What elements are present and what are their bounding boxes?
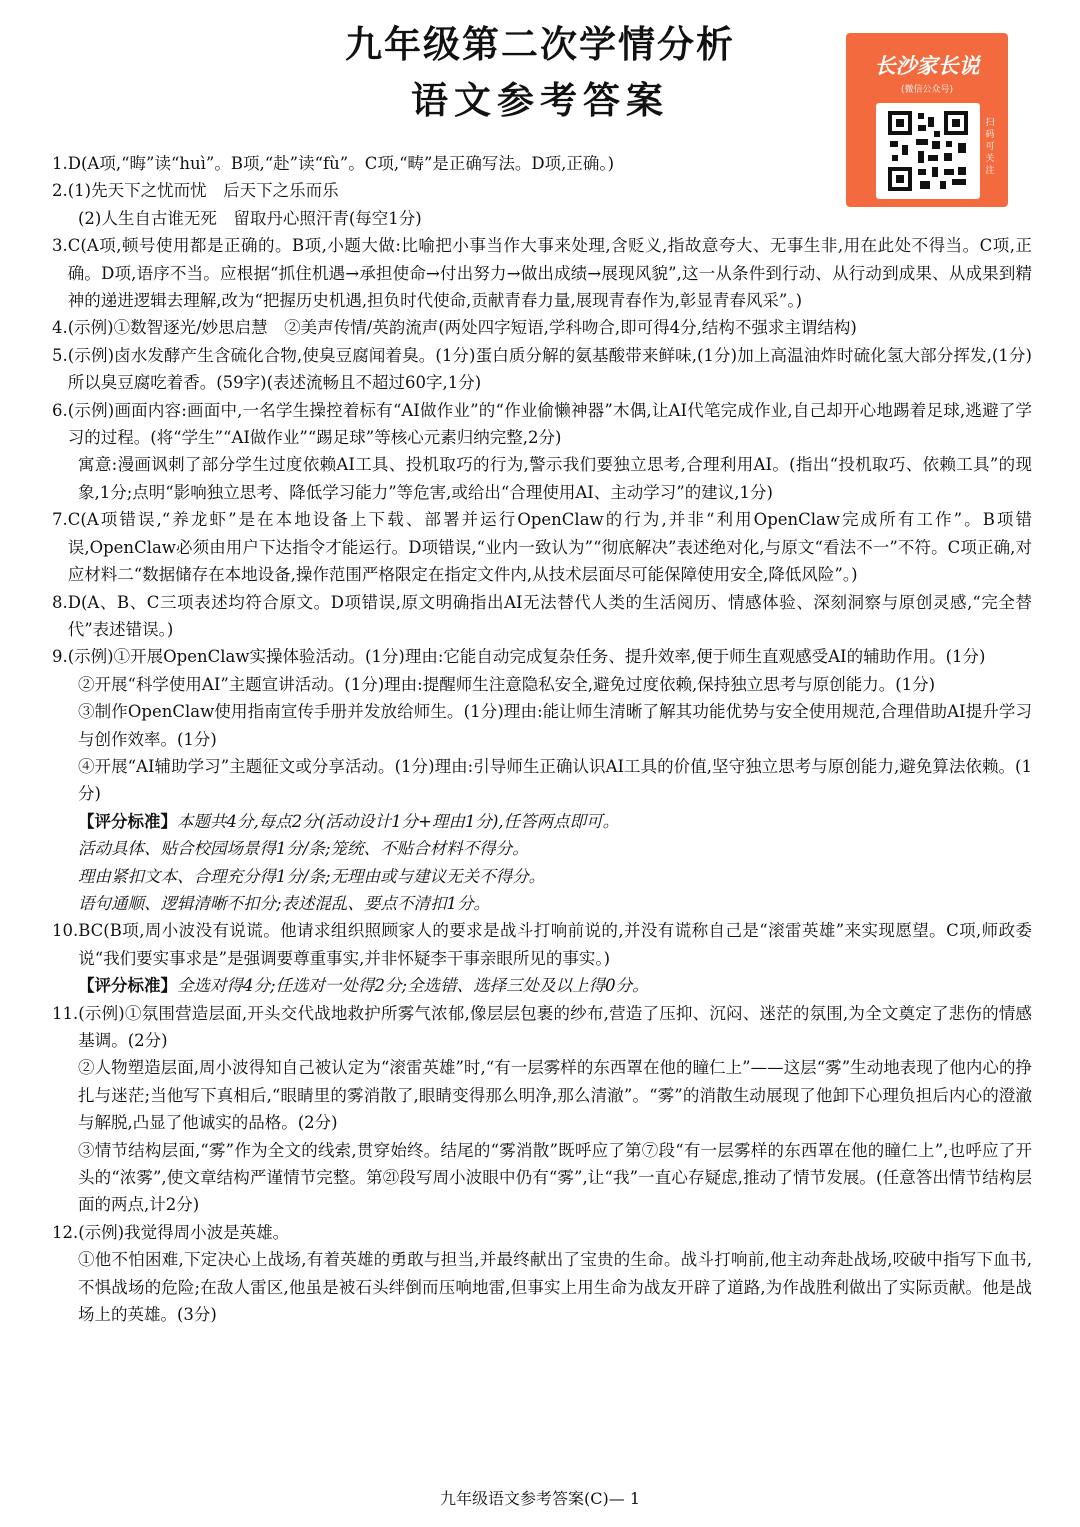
scoring-criteria-label: 【评分标准】: [78, 811, 177, 831]
answer-text: (示例)我觉得周小波是英雄。: [78, 1222, 290, 1242]
answer-number: 6.: [52, 400, 68, 420]
answer-number: 9.: [52, 647, 68, 667]
page-footer: 九年级语文参考答案(C)— 1: [440, 1489, 640, 1508]
scoring-criteria-line: [52, 890, 1032, 917]
answer-item: [52, 506, 1032, 588]
answer-subpoint: ②开展“科学使用AI”主题宣讲活动。(1分)理由:提醒师生注意隐私安全,避免过度依赖,保持独立思考与原创能力。(1分): [78, 674, 936, 694]
answer-item: [52, 342, 1032, 397]
answer-text: C(A项,顿号使用都是正确的。B项,小题大做:比喻把小事当作大事来处理,含贬义,指故意夸大、无事生非,用在此处不得当。C项,正确。D项,语序不当。应根据“抓住机遇→承担使命→付出努力→做出成绩→展现风貌”,这一从条件到行动、从行动到成果、从成果到精神的递进逻辑去理解,改为“把握历史机遇,担负时代使命,贡献青春力量,展现青春作为,彰显青春风采”。): [67, 236, 1032, 311]
answer-item: [52, 917, 1032, 972]
answer-subpoint: ④开展“AI辅助学习”主题征文或分享活动。(1分)理由:引导师生正确认识AI工具的价值,坚守独立思考与原创能力,避免算法依赖。(1分): [78, 756, 1032, 804]
answer-text: (示例)画面内容:画面中,一名学生操控着标有“AI做作业”的“作业偷懒神器”木偶,让AI代笔完成作业,自己却开心地踢着足球,逃避了学习的过程。(将“学生”“AI做作业”“踢足球”等核心元素归纳完整,2分): [67, 400, 1032, 448]
answer-number: 1.: [52, 154, 68, 173]
answer-subpoint: 寓意:漫画讽刺了部分学生过度依赖AI工具、投机取巧的行为,警示我们要独立思考,合理利用AI。(指出“投机取巧、依赖工具”的现象,1分;点明“影响独立思考、降低学习能力”等危害,或给出“合理使用AI、主动学习”的建议,1分): [78, 455, 1032, 502]
answer-text: (示例)①开展OpenClaw实操体验活动。(1分)理由:它能自动完成复杂任务、提升效率,便于师生直观感受AI的辅助作用。(1分): [67, 647, 986, 667]
answer-number: 4.: [52, 318, 68, 338]
badge-subtitle: (微信公众号): [900, 85, 954, 95]
page-title-line-1: 九年级第二次学情分析: [345, 22, 735, 66]
scoring-criteria-text: 语句通顺、逻辑清晰不扣分;表述混乱、要点不清扣1分。: [78, 893, 491, 913]
answer-subpoint: (2)人生自古谁无死 留取丹心照汗青(每空1分): [78, 208, 422, 228]
answer-subpoint: ③情节结构层面,“雾”作为全文的线索,贯穿始终。结尾的“雾消散”既呼应了第⑦段“有一层雾样的东西罩在他的瞳仁上”,也呼应了开头的“浓雾”,使文章结构严谨情节完整。第㉑段写周小波眼中仍有“雾”,让“我”一直心存疑虑,推动了情节发展。(任意答出情节结构层面的两点,计2分): [78, 1140, 1032, 1215]
answer-item: [52, 1219, 1032, 1246]
answer-subpoint: ②人物塑造层面,周小波得知自己被认定为“滚雷英雄”时,“有一层雾样的东西罩在他的瞳仁上”——这层“雾”生动地表现了他内心的挣扎与迷茫;当他写下真相后,“眼睛里的雾消散了,眼睛变得那么明净,那么清澈”。“雾”的消散生动展现了他卸下心理负担后内心的澄澈与解脱,凸显了他诚实的品格。(2分): [78, 1058, 1032, 1133]
answer-subpoint: ①他不怕困难,下定决心上战场,有着英雄的勇敢与担当,并最终献出了宝贵的生命。战斗打响前,他主动奔赴战场,咬破中指写下血书,不惧战场的危险;在敌人雷区,他虽是被石头绊倒而压响地雷,但事实上用生命为战友开辟了道路,为作战胜利做出了实际贡献。他是战场上的英雄。(3分): [78, 1250, 1032, 1325]
answer-text: D(A、B、C三项表述均符合原文。D项错误,原文明确指出AI无法替代人类的生活阅历、情感体验、深刻洞察与原创灵感,“完全替代”表述错误。): [67, 592, 1032, 639]
answer-text: D(A项,“晦”读“huì”。B项,“赴”读“fù”。C项,“畴”是正确写法。D项,正确。): [67, 154, 615, 173]
answer-number: 7.: [52, 510, 68, 530]
answer-number: 8.: [52, 592, 68, 612]
answer-text: (示例)①氛围营造层面,开头交代战地救护所雾气浓郁,像层层包裹的纱布,营造了压抑、沉闷、迷茫的氛围,为全文奠定了悲伤的情感基调。(2分): [78, 1003, 1032, 1050]
answer-item: [52, 1000, 1032, 1055]
answer-item: [52, 314, 1032, 341]
page-title-line-2: 语文参考答案: [411, 78, 669, 122]
answer-list: [52, 150, 1032, 1328]
answer-number: 5.: [52, 345, 68, 365]
scoring-criteria-text: 本题共4分,每点2分(活动设计1分+理由1分),任答两点即可。: [177, 811, 620, 831]
scoring-criteria-line: [52, 863, 1032, 890]
answer-text: (示例)①数智逐光/妙思启慧 ②美声传情/英韵流声(两处四字短语,学科吻合,即可得4分,结构不强求主谓结构): [67, 318, 857, 338]
badge-scan-hint: 扫码可关注: [985, 118, 995, 176]
answer-number: 3.: [52, 236, 68, 256]
answer-item: [52, 397, 1032, 452]
scoring-criteria-line: [52, 808, 1032, 835]
answer-item: [52, 150, 1032, 177]
answer-item: [52, 177, 1032, 204]
scoring-criteria-line: [52, 972, 1032, 999]
badge-title: 长沙家长说: [874, 53, 980, 78]
scoring-criteria-text: 全选对得4分;任选对一处得2分;全选错、选择三处及以上得0分。: [177, 976, 649, 996]
answer-item: [52, 643, 1032, 670]
answer-text: (示例)卤水发酵产生含硫化合物,使臭豆腐闻着臭。(1分)蛋白质分解的氨基酸带来鲜味,(1分)加上高温油炸时硫化氢大部分挥发,(1分)所以臭豆腐吃着香。(59字)(表述流畅且不超过60字,1分): [67, 345, 1032, 393]
answer-text: (1)先天下之忧而忧 后天下之乐而乐: [67, 181, 339, 201]
scoring-criteria-text: 活动具体、贴合校园场景得1分/条;笼统、不贴合材料不得分。: [78, 839, 529, 859]
answer-text: C(A项错误,“养龙虾”是在本地设备上下载、部署并运行OpenClaw的行为,并非“利用OpenClaw完成所有工作”。B项错误,OpenClaw必须由用户下达指令才能运行。D项错误,“业内一致认为”“彻底解决”表述绝对化,与原文“看法不一”不符。C项正确,对应材料二“数据储存在本地设备,操作范围严格限定在指定文件内,从技术层面尽可能保障使用安全,降低风险”。): [67, 510, 1032, 585]
answer-item: [52, 589, 1032, 644]
scoring-criteria-text: 理由紧扣文本、合理充分得1分/条;无理由或与建议无关不得分。: [78, 866, 546, 886]
answer-number: 2.: [52, 181, 68, 201]
answer-subpoint: ③制作OpenClaw使用指南宣传手册并发放给师生。(1分)理由:能让师生清晰了解其功能优势与安全使用规范,合理借助AI提升学习与创作效率。(1分): [78, 702, 1032, 749]
answer-number: 12.: [52, 1222, 79, 1242]
answer-text: BC(B项,周小波没有说谎。他请求组织照顾家人的要求是战斗打响前说的,并没有谎称自己是“滚雷英雄”来实现愿望。C项,师政委说“我们要实事求是”是强调要尊重事实,并非怀疑李干事亲眼所见的事实。): [78, 921, 1032, 968]
scoring-criteria-label: 【评分标准】: [78, 976, 177, 996]
answer-number: 11.: [52, 1003, 79, 1023]
answer-number: 10.: [52, 921, 79, 941]
scoring-criteria-line: [52, 835, 1032, 862]
answer-item: [52, 232, 1032, 314]
